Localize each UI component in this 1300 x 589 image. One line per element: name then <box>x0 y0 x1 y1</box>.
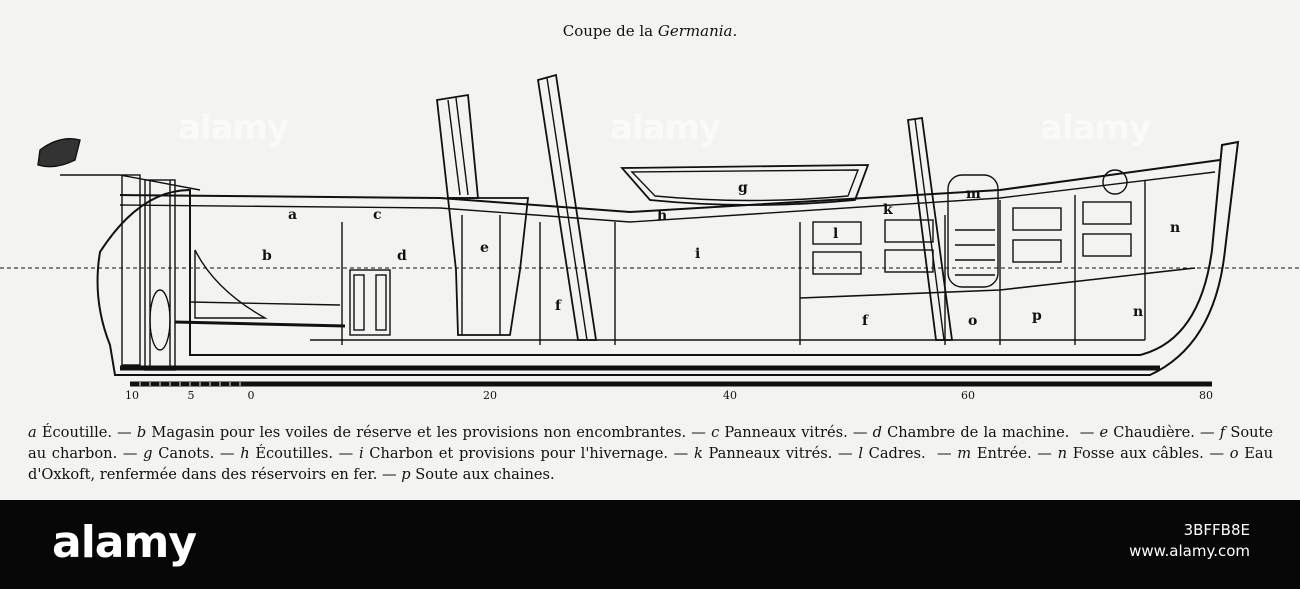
scale-tick: 20 <box>483 389 497 402</box>
scale-tick: 10 <box>125 389 139 402</box>
scale-tick: 60 <box>961 389 975 402</box>
label-e: e <box>480 240 489 256</box>
label-g: g <box>738 180 748 196</box>
label-a: a <box>288 207 298 223</box>
label-h: h <box>657 208 668 224</box>
label-n: n <box>1170 220 1181 236</box>
engine <box>350 270 390 335</box>
label-c: c <box>373 207 382 223</box>
propeller <box>150 290 170 350</box>
figure-title <box>0 22 1300 40</box>
boiler <box>448 198 528 335</box>
scale-tick: 0 <box>247 389 255 402</box>
stern-ornament <box>38 139 80 167</box>
label-k: k <box>883 202 893 218</box>
watermark: alamy <box>610 108 721 148</box>
label-f-fore: f <box>862 313 869 329</box>
image-id: 3BFFB8E <box>1183 521 1250 539</box>
lower-deck <box>190 302 340 305</box>
label-l: l <box>833 226 839 242</box>
label-i: i <box>695 246 701 262</box>
title-ship-name: Germania. <box>657 22 738 40</box>
label-b: b <box>262 248 272 264</box>
image-credit <box>1129 520 1250 562</box>
watermark: alamy <box>178 108 289 148</box>
label-f: f <box>555 298 562 314</box>
footer-bar <box>0 500 1300 589</box>
figure-caption: a Écoutille. — b Magasin pour les voiles de réserve et les provisions non encombrantes. — c Panneaux vitrés. — d Chambre de la machine. — e Chaudière. — f Soute au charbon. — g Canots. — h Écoutilles. — i Charbon et provisions pour l'hivernage. — k Panneaux vitrés. — l Cadres. — m Entrée. — n Fosse aux câbles. — o Eau d'Oxkoft, renfermée dans des réservoirs en fer. — p Soute aux chaines. <box>28 424 1274 483</box>
watermark: alamy <box>1040 108 1151 148</box>
title-prefix: Coupe de la <box>562 22 654 40</box>
propeller-shaft <box>175 322 345 326</box>
scale-tick: 80 <box>1199 389 1213 402</box>
site-url: www.alamy.com <box>1129 542 1250 560</box>
label-p: p <box>1032 308 1042 324</box>
stern-post <box>122 175 140 365</box>
label-n-lower: n <box>1133 304 1144 320</box>
label-o: o <box>968 313 978 329</box>
scale-tick: 40 <box>723 389 737 402</box>
scale-bar <box>125 382 1213 402</box>
scale-tick: 5 <box>187 389 195 402</box>
alamy-logo: alamy <box>52 517 196 568</box>
label-m: m <box>966 186 981 202</box>
label-d: d <box>397 248 407 264</box>
